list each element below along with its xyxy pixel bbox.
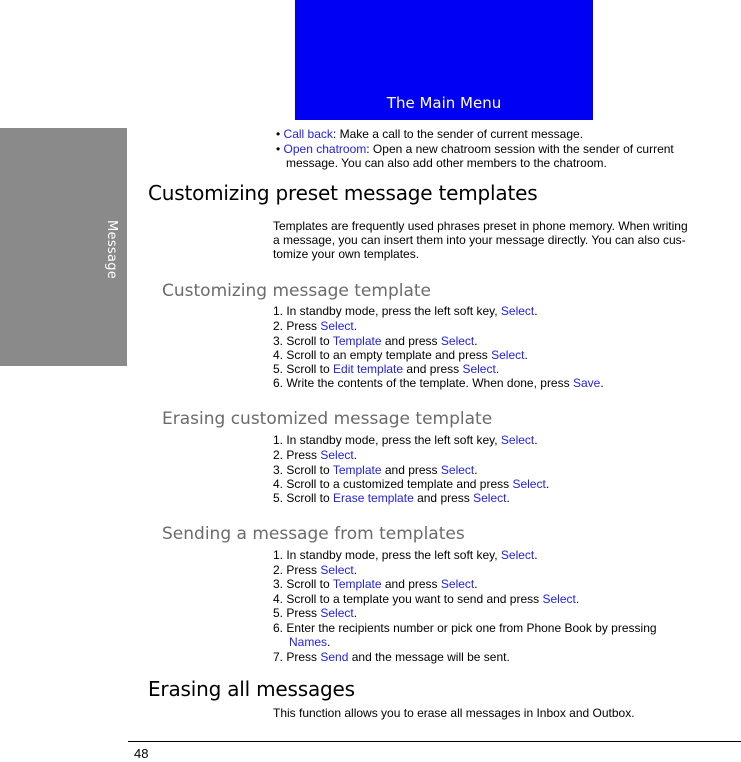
step-line: 3. Scroll to Template and press Select. <box>273 577 478 591</box>
footer-rule <box>128 741 741 742</box>
bullet-text: : Make a call to the sender of current message. <box>332 127 584 141</box>
bullet-text-continued: message. You can also add other members to the chatroom. <box>286 156 607 170</box>
step-line: 4. Scroll to an empty template and press Select. <box>273 348 528 362</box>
step-line: 7. Press Send and the message will be sent. <box>273 650 510 664</box>
step-line: 2. Press Select. <box>273 319 358 333</box>
step-line: 2. Press Select. <box>273 448 358 462</box>
bullet-open-chatroom: • Open chatroom: Open a new chatroom session with the sender of current <box>276 142 674 156</box>
section-heading: Erasing all messages <box>148 677 355 701</box>
paragraph-line: a message, you can insert them into your message directly. You can also cus- <box>273 233 686 247</box>
step-line: 6. Enter the recipients number or pick one from Phone Book by pressing <box>273 621 657 635</box>
step-line: 5. Press Select. <box>273 606 358 620</box>
subsection-heading: Sending a message from templates <box>162 524 465 544</box>
bullet-term: Open chatroom <box>283 142 367 156</box>
page-number: 48 <box>134 746 149 761</box>
step-line: 1. In standby mode, press the left soft key, Select. <box>273 433 538 447</box>
bullet-term: Call back <box>283 127 333 141</box>
bullet-call-back: • Call back: Make a call to the sender of current message. <box>276 127 584 141</box>
step-line: 4. Scroll to a template you want to send and press Select. <box>273 592 580 606</box>
step-line: 6. Write the contents of the template. When done, press Save. <box>273 376 604 390</box>
step-line: 2. Press Select. <box>273 563 358 577</box>
step-line: 4. Scroll to a customized template and press Select. <box>273 477 550 491</box>
subsection-heading: Erasing customized message template <box>162 409 493 429</box>
chapter-tab-label: Message <box>104 220 119 280</box>
step-line: 1. In standby mode, press the left soft key, Select. <box>273 548 538 562</box>
paragraph-line: Templates are frequently used phrases preset in phone memory. When writing <box>273 219 688 233</box>
step-line: 3. Scroll to Template and press Select. <box>273 463 478 477</box>
step-line: 5. Scroll to Erase template and press Select. <box>273 491 510 505</box>
main-menu-title: The Main Menu <box>386 94 502 112</box>
step-line: Names. <box>289 635 331 649</box>
step-line: 1. In standby mode, press the left soft key, Select. <box>273 304 538 318</box>
main-menu-panel <box>295 0 593 120</box>
step-line: 5. Scroll to Edit template and press Select. <box>273 362 500 376</box>
bullet-text: : Open a new chatroom session with the sender of current <box>366 142 674 156</box>
step-line: 3. Scroll to Template and press Select. <box>273 334 478 348</box>
paragraph-line: tomize your own templates. <box>273 247 420 261</box>
subsection-heading: Customizing message template <box>162 281 432 301</box>
section-heading: Customizing preset message templates <box>148 181 538 205</box>
paragraph-line: This function allows you to erase all messages in Inbox and Outbox. <box>273 706 635 720</box>
